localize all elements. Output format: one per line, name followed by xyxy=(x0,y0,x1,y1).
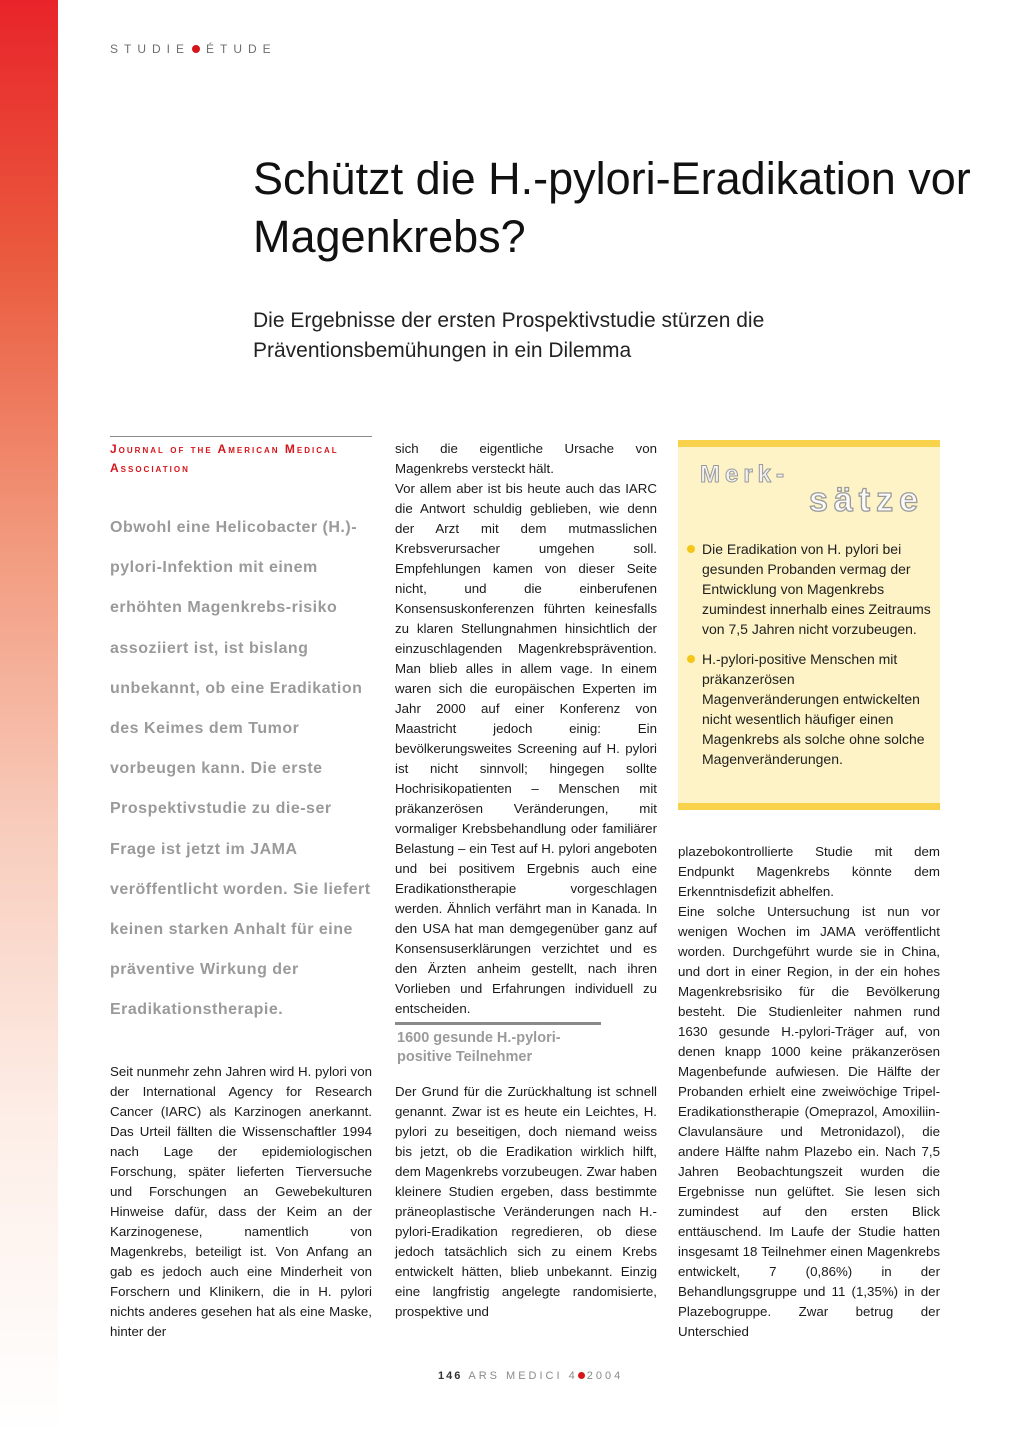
yellow-bullet-icon xyxy=(687,655,695,663)
article-title: Schützt die H.-pylori-Eradikation vor Magenkrebs? xyxy=(253,153,971,262)
body-text-right-1: plazebokontrollierte Studie mit dem Endpunkt Magenkrebs könnte dem Erkenntnisdefizit abhelfen. xyxy=(678,844,940,899)
yellow-bullet-icon xyxy=(687,545,695,553)
box-title-part2: sätze xyxy=(808,481,924,519)
subheading-divider xyxy=(395,1022,601,1025)
body-text-right-2: Eine solche Untersuchung ist nun vor wenigen Wochen im JAMA veröffentlicht worden. Durchgeführt wurde sie in China, und dort in einer Region, in der ein hohes Magenkrebsrisiko für die Bevölkerung besteht. Die Studienleiter nahmen rund 1630 gesunde H.-pylori-Träger auf, von denen knapp 1000 keine präkanzerösen Magenbefunde aufwiesen. Die Hälfte der Probanden erhielt eine zweiwöchige Tripel-Eradikationstherapie (Omeprazol, Amoxiliin-Clavulansäure und Metronidazol), die andere Hälfte nahm Plazebo ein. Nach 7,5 Jahren Beobachtungszeit wurden die Ergebnisse nun gelüftet. Sie lesen sich zumindest auf den ersten Blick enttäuschend. Im Laufe der Studie hatten insgesamt 18 Teilnehmer einen Magenkrebs entwickelt, 7 (0,86%) in der Behandlungsgruppe und 11 (1,35%) in der Plazebogruppe. Zwar betrug der Unterschied xyxy=(678,904,940,1339)
key-points-list xyxy=(686,539,934,779)
source-divider xyxy=(110,436,372,437)
key-point-text: H.-pylori-positive Menschen mit präkanzerösen Magenveränderungen entwickelten nicht wesentlich häufiger einen Magenkrebs als solche ohne solche Magenveränderungen. xyxy=(702,651,925,767)
lead-paragraph: Obwohl eine Helicobacter (H.)-pylori-Infektion mit einem erhöhten Magenkrebs-risiko assoziiert ist, ist bislang unbekannt, ob eine Eradikation des Keimes dem Tumor vorbeugen kann. Die erste Prospektivstudie zu die-ser Frage ist jetzt im JAMA veröffentlicht worden. Sie liefert keinen starken Anhalt für eine präventive Wirkung der Eradikationstherapie. xyxy=(110,519,371,1019)
subheading: 1600 gesunde H.-pylori-positive Teilnehmer xyxy=(397,1030,561,1065)
red-dot-icon xyxy=(192,45,200,53)
body-text-left: Seit nunmehr zehn Jahren wird H. pylori von der International Agency for Research Cancer (IARC) als Karzinogen anerkannt. Das Urteil fällten die Wissenschaftler 1994 nach Lage der epidemiologischen Forschung, später lieferten Tierversuche und Forschungen an Gewebekulturen Hinweise dafür, dass der Keim an der Karzinogenese, namentlich von Magenkrebs, beteiligt ist. Von Anfang an gab es jedoch auch eine Minderheit von Forschern und Klinikern, die in H. pylori nichts anderes gesehen hat als eine Maske, hinter der xyxy=(110,1064,372,1339)
page-number: 146 xyxy=(438,1370,463,1382)
body-text-mid-3: Der Grund für die Zurückhaltung ist schnell genannt. Zwar ist es heute ein Leichtes, H. pylori zu beseitigen, doch niemand weiss bis jetzt, ob die Eradikation wirklich hilft, dem Magenkrebs vorzubeugen. Zwar haben kleinere Studien ergeben, dass bestimmte präneoplastische Veränderungen nach H.-pylori-Eradikation regredieren, ob diese jedoch tatsächlich sich zu einem Krebs entwickelt hätten, blieb unbekannt. Einzig eine langfristig angelegte randomisierte, prospektive und xyxy=(395,1084,657,1319)
article-subtitle: Die Ergebnisse der ersten Prospektivstudie stürzen die Präventionsbemühungen in ein Dilemma xyxy=(253,309,765,362)
body-text-mid-2: Vor allem aber ist bis heute auch das IARC die Antwort schuldig geblieben, wie denn der Arzt mit dem mutmasslichen Krebsverursacher umgehen soll. Empfehlungen kamen von dieser Seite nicht, und die einberufenen Konsensuskonferenzen führten keinesfalls zu klaren Stellungnahmen hinsichtlich der einzuschlagenden Magenkrebsprävention. Man blieb alles in allem vage. In einem waren sich die europäischen Experten im Jahr 2000 auf einer Konferenz von Maastricht jedoch einig: Ein bevölkerungsweites Screening auf H. pylori ist nicht sinnvoll; hingegen sollte Hochrisikopatienten – Menschen mit präkanzerösen Veränderungen, mit vormaliger Krebsbehandlung oder familiärer Belastung – ein Test auf H. pylori angeboten und bei positivem Ergebnis auch eine Eradikationstherapie vorgeschlagen werden. Ähnlich verfährt man in Kanada. In den USA hat man demgegenüber ganz auf Konsensuserklärungen verzichtet und es den Ärzten anheim gestellt, nach ihren Vorlieben und Erfahrungen individuell zu entscheiden. xyxy=(395,481,657,1016)
red-dot-icon xyxy=(578,1372,585,1379)
subheading-block xyxy=(395,1022,657,1067)
section-tag xyxy=(110,42,277,56)
box-title-part1: Merk- xyxy=(700,461,790,488)
footer-journal: ARS MEDICI 4 xyxy=(468,1370,578,1382)
source-journal: Journal of the American Medical Association xyxy=(110,442,339,475)
section-label-left: STUDIE xyxy=(110,42,191,56)
middle-column xyxy=(395,439,657,1019)
body-text-mid-1: sich die eigentliche Ursache von Magenkrebs versteckt hält. xyxy=(395,441,657,476)
footer-year: 2004 xyxy=(586,1370,624,1382)
right-column xyxy=(678,842,940,1342)
page-footer xyxy=(438,1370,623,1382)
decorative-side-bar xyxy=(0,0,58,1436)
section-label-right: ÉTUDE xyxy=(206,42,277,56)
key-point-item xyxy=(686,649,934,769)
key-point-item xyxy=(686,539,934,639)
key-points-box xyxy=(678,440,940,810)
left-column-intro xyxy=(110,436,372,1031)
key-point-text: Die Eradikation von H. pylori bei gesunden Probanden vermag der Entwicklung von Magenkrebs zumindest innerhalb eines Zeitraums von 7,5 Jahren nicht vorzubeugen. xyxy=(702,541,931,637)
